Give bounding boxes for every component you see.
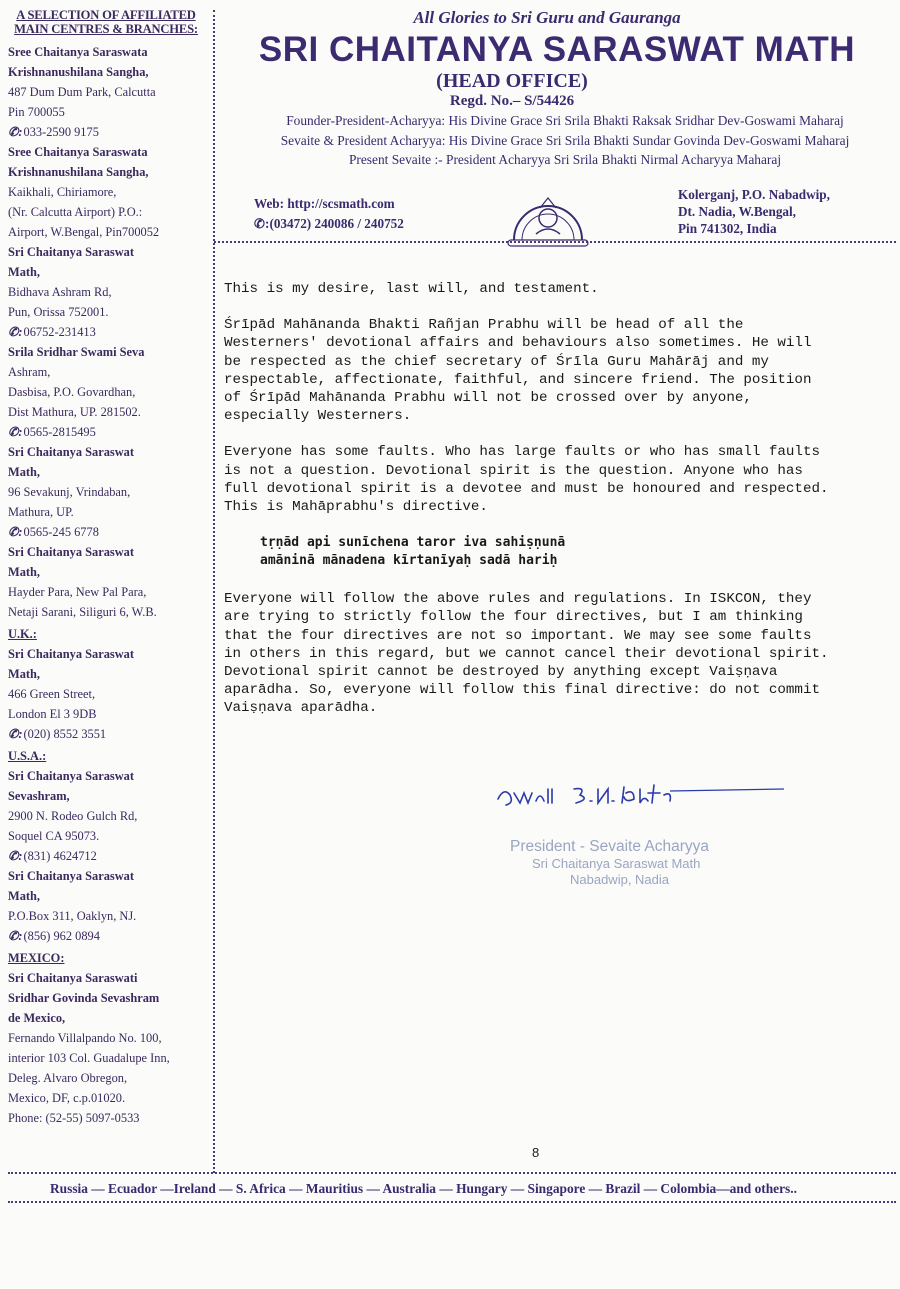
phone-icon: ✆: [8,525,23,539]
branch-name: Math, [8,265,41,279]
sidebar-divider [213,10,215,1173]
acharyya-list [230,111,900,170]
branch-phone [8,926,204,946]
branch-address-line: Airport, W.Bengal, Pin700052 [8,225,160,239]
branch-address-line: Deleg. Alvaro Obregon, [8,1071,128,1085]
org-name: SRI CHAITANYA SARASWAT MATH [258,30,856,69]
branch-address-line: Soquel CA 95073. [8,829,100,843]
branch-address-line: Hayder Para, New Pal Para, [8,585,147,599]
region-heading: MEXICO: [8,951,65,965]
sidebar-heading: A SELECTION OF AFFILIATED MAIN CENTRES & BRANCHES: [14,8,198,36]
branch-phone-number: (856) 962 0894 [23,929,100,943]
branch-address-line: London El 3 9DB [8,707,97,721]
branch-address-line: Ashram, [8,365,51,379]
founder-line: Founder-President-Acharyya: His Divine Grace Sri Srila Bhakti Raksak Sridhar Dev-Goswami Maharaj [286,113,844,128]
branch-phone [8,724,204,744]
handwritten-signature [494,775,794,815]
footer-divider-bottom [8,1201,896,1203]
branch-name: Math, [8,465,41,479]
branch-phone-number: (020) 8552 3551 [23,727,107,741]
branch-name: Sri Chaitanya Saraswat [8,445,134,459]
letterhead [214,6,900,236]
branch-entry [8,766,204,866]
branch-name: Sevashram, [8,789,70,803]
phone-icon: ✆: [8,125,23,139]
stamp-line: Sri Chaitanya Saraswat Math [532,856,701,871]
stamp-line: Nabadwip, Nadia [570,872,670,887]
letter-paragraph: Everyone has some faults. Who has large faults or who has small faults is not a question. Devotional spirit is the question. Anyone who has full devotional spirit is a devotee and must be honoured and respected. This is Mahāprabhu's directive. [224,444,829,516]
branch-address-line: 96 Sevakunj, Vrindaban, [8,485,131,499]
branch-phone [8,322,204,342]
head-office-label: (HEAD OFFICE) [436,70,588,92]
stamp-line: President - Sevaite Acharyya [510,838,710,855]
branch-name: Sree Chaitanya Saraswata [8,45,148,59]
branch-name: Sri Chaitanya Saraswati [8,971,138,985]
branch-phone [8,522,204,542]
tagline: All Glories to Sri Guru and Gauranga [413,8,681,27]
branch-address-line: 466 Green Street, [8,687,96,701]
branch-address-line: Dist Mathura, UP. 281502. [8,405,141,419]
branch-name: Math, [8,565,41,579]
branch-phone-number: 0565-2815495 [23,425,96,439]
branch-name: Sridhar Govinda Sevashram [8,991,160,1005]
branch-phone [8,122,204,142]
branch-name: Sri Chaitanya Saraswat [8,647,134,661]
website-link[interactable]: Web: http://scsmath.com [254,196,395,211]
head-office-phone: ✆:(03472) 240086 / 240752 [254,216,404,231]
address-line: Kolerganj, P.O. Nabadwip, [678,187,830,202]
branch-name: Math, [8,667,41,681]
phone-icon: ✆: [8,727,23,741]
branch-address-line: Mexico, DF, c.p.01020. [8,1091,126,1105]
sanskrit-verse [260,534,834,570]
math-seal-icon [506,184,590,250]
countries-footer: Russia — Ecuador —Ireland — S. Africa — Mauritius — Australia — Hungary — Singapore — Brazil — Colombia—and others.. [50,1181,797,1196]
branch-address-line: Mathura, UP. [8,505,74,519]
branch-name: Krishnanushilana Sangha, [8,65,149,79]
branch-phone [8,846,204,866]
branch-phone-number: 06752-231413 [23,325,96,339]
branch-address-line: interior 103 Col. Guadalupe Inn, [8,1051,170,1065]
branch-entry [8,866,204,946]
branch-phone-number: (831) 4624712 [23,849,97,863]
branch-entry [8,442,204,542]
phone-icon: ✆: [8,325,23,339]
letter-paragraph: This is my desire, last will, and testament. [224,281,599,297]
letter-body [224,280,834,736]
branch-name: Krishnanushilana Sangha, [8,165,149,179]
branch-address-line: Pin 700055 [8,105,65,119]
branch-entry [8,342,204,442]
branch-address-line: (Nr. Calcutta Airport) P.O.: [8,205,143,219]
branch-entry [8,242,204,342]
verse-line: tṛṇād api sunīchena taror iva sahiṣṇunā [260,535,566,551]
branch-name: Sri Chaitanya Saraswat [8,245,134,259]
branch-address-line: 487 Dum Dum Park, Calcutta [8,85,156,99]
branch-name: de Mexico, [8,1011,66,1025]
branches-sidebar [8,8,204,1128]
branch-phone [8,422,204,442]
branch-name: Sree Chaitanya Saraswata [8,145,148,159]
region-heading: U.S.A.: [8,749,47,763]
official-stamp [510,838,760,888]
letter-paragraph: Everyone will follow the above rules and regulations. In ISKCON, they are trying to strictly follow the four directives, but I am thinking that the four directives are not so important. We may see some faults in others in this regard, but we cannot cancel their devotional spirit. Devotional spirit cannot be destroyed by anything except Vaiṣṇava aparādha. So, everyone will follow this final directive: do not commit Vaiṣṇava aparādha. [224,591,829,717]
branch-address-line: P.O.Box 311, Oaklyn, NJ. [8,909,137,923]
letter-paragraph: Śrīpād Mahānanda Bhakti Rañjan Prabhu will be head of all the Westerners' devotional affairs and behaviours also sometimes. He will be respected as the chief secretary of Śrīla Guru Mahārāj and my respectable, affectionate, faithful, and sincere friend. The position of Śrīpād Mahānanda Prabhu will not be crossed over by anyone, especially Westerners. [224,317,812,425]
region-heading: U.K.: [8,627,37,641]
branch-phone-number: 0565-245 6778 [23,525,99,539]
head-office-address [678,186,830,237]
branch-address-line: Netaji Sarani, Siliguri 6, W.B. [8,605,157,619]
page-number: 8 [532,1145,540,1160]
branch-entry [8,968,204,1128]
sevaite-line: Sevaite & President Acharyya: His Divine Grace Sri Srila Bhakti Sundar Govinda Dev-Goswami Maharaj [280,132,850,148]
phone-icon: ✆: [8,425,23,439]
phone-icon: ✆: [8,849,23,863]
present-sevaite-line: Present Sevaite :- President Acharyya Sri Srila Bhakti Nirmal Acharyya Maharaj [348,152,782,167]
branch-address-line: Phone: (52-55) 5097-0533 [8,1111,140,1125]
branch-name: Sri Chaitanya Saraswat [8,869,134,883]
phone-icon: ✆: [8,929,23,943]
branch-name: Math, [8,889,41,903]
branch-address-line: Pun, Orissa 752001. [8,305,109,319]
branch-address-line: 2900 N. Rodeo Gulch Rd, [8,809,138,823]
branch-entry [8,644,204,744]
contact-block [254,194,404,234]
branch-address-line: Bidhava Ashram Rd, [8,285,112,299]
branch-phone-number: 033-2590 9175 [23,125,99,139]
branch-entry [8,142,204,242]
branch-entry [8,542,204,622]
branch-address-line: Kaikhali, Chiriamore, [8,185,117,199]
branch-list [8,42,204,1128]
branch-name: Sri Chaitanya Saraswat [8,769,134,783]
registration-number: Regd. No.– S/54426 [449,93,575,109]
branch-address-line: Fernando Villalpando No. 100, [8,1031,162,1045]
branch-name: Sri Chaitanya Saraswat [8,545,134,559]
branch-address-line: Dasbisa, P.O. Govardhan, [8,385,136,399]
address-line: Pin 741302, India [678,221,777,236]
footer-divider-top [8,1172,896,1174]
verse-line: amāninā mānadena kīrtanīyaḥ sadā hariḥ [260,553,558,569]
address-line: Dt. Nadia, W.Bengal, [678,204,796,219]
branch-name: Srila Sridhar Swami Seva [8,345,145,359]
